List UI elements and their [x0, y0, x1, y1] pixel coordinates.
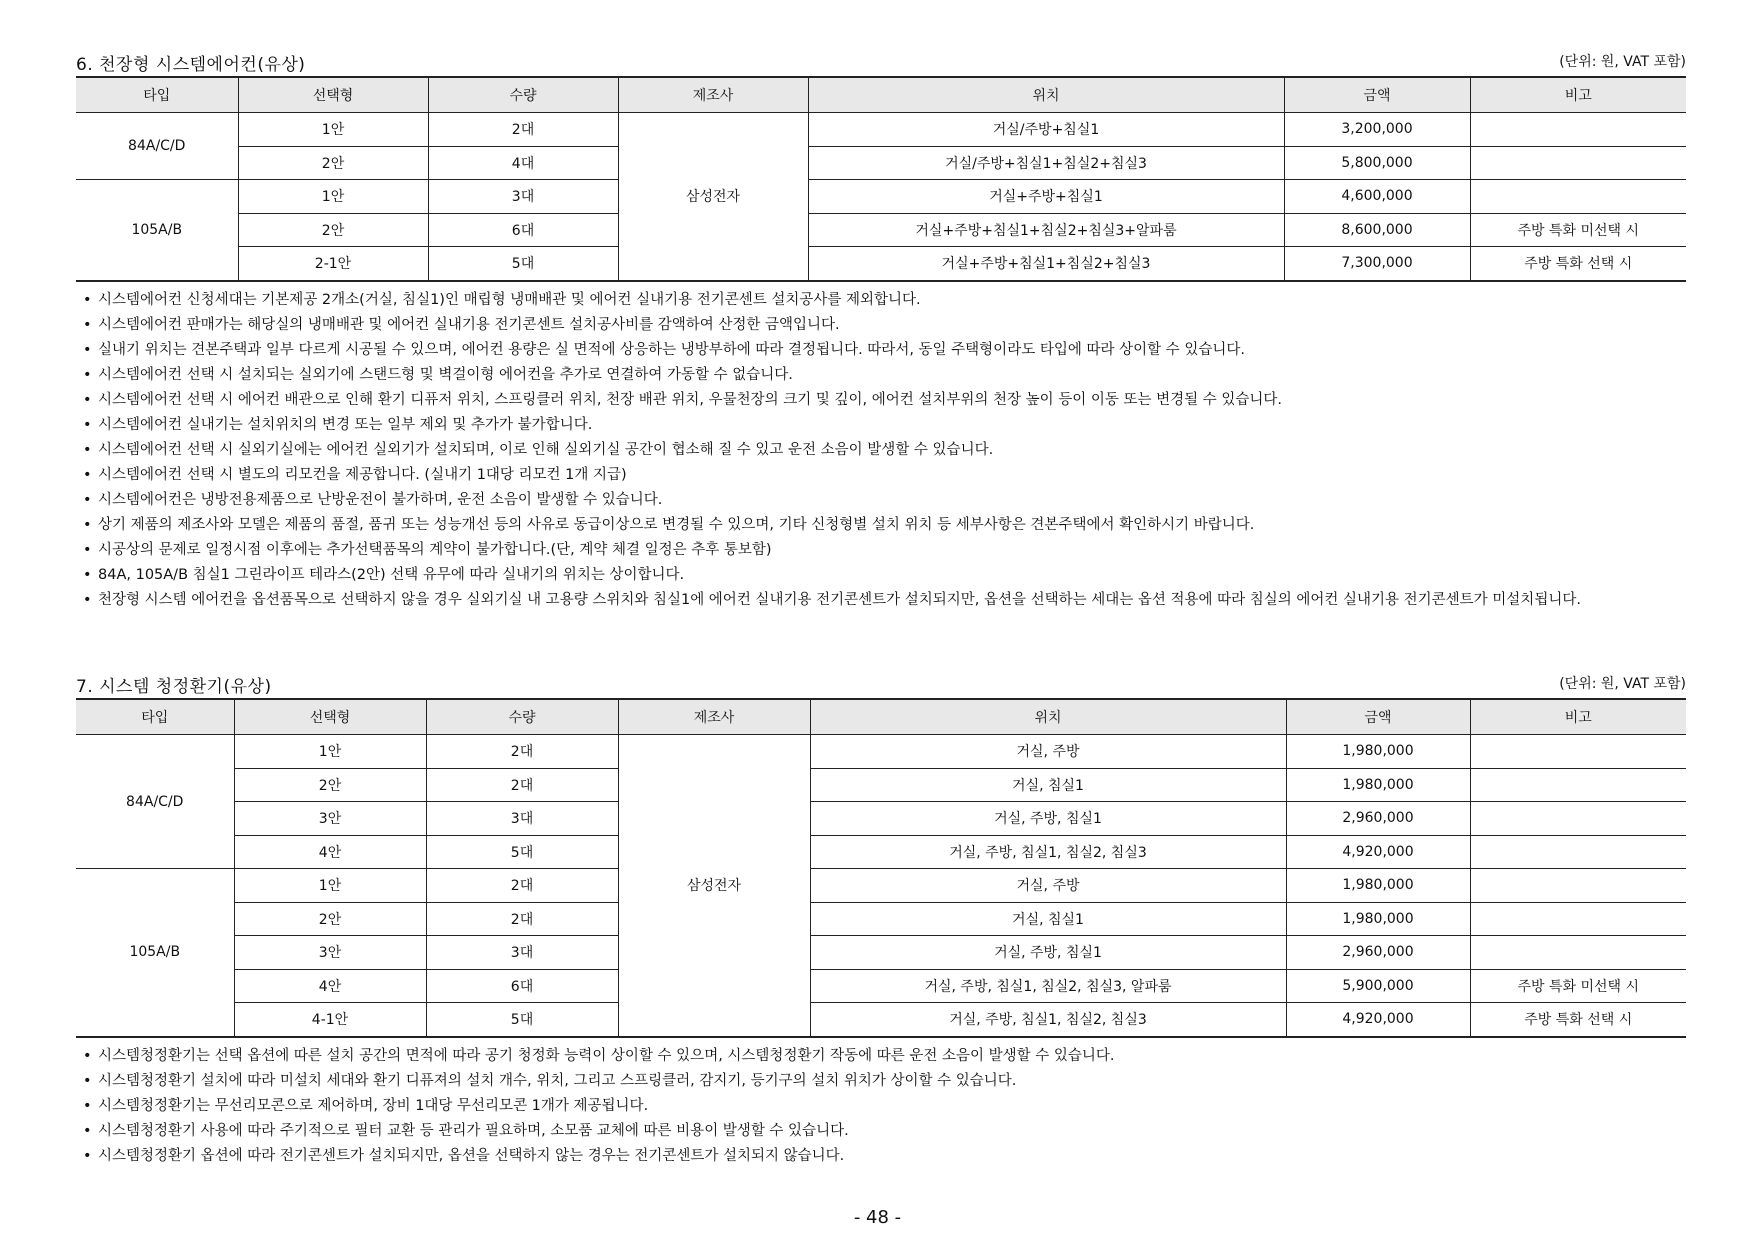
column-header: 타입 [76, 699, 234, 735]
column-header: 금액 [1286, 699, 1470, 735]
notes-list [76, 288, 1686, 613]
note-item: • 시스템에어컨 실내기는 설치위치의 변경 또는 일부 제외 및 추가가 불가합니다. [76, 413, 1686, 438]
notes-list [76, 1044, 1686, 1169]
location-cell: 거실+주방+침실1 [808, 180, 1284, 214]
note-item: • 시스템청정환기 설치에 따라 미설치 세대와 환기 디퓨져의 설치 개수, 위치, 그리고 스프링클러, 감지기, 등기구의 설치 위치가 상이할 수 있습니다. [76, 1069, 1686, 1094]
location-cell: 거실/주방+침실1 [808, 113, 1284, 147]
note-cell [1470, 768, 1686, 802]
quantity-cell: 6대 [426, 969, 618, 1003]
ventilation-table [76, 698, 1686, 1038]
option-cell: 1안 [234, 869, 426, 903]
location-cell: 거실, 주방 [810, 735, 1286, 769]
table-row [76, 802, 1686, 836]
option-cell: 4안 [234, 835, 426, 869]
location-cell: 거실+주방+침실1+침실2+침실3+알파룸 [808, 213, 1284, 247]
location-cell: 거실, 주방 [810, 869, 1286, 903]
table-row [76, 213, 1686, 247]
price-cell: 5,800,000 [1284, 146, 1470, 180]
option-cell: 4-1안 [234, 1003, 426, 1037]
quantity-cell: 4대 [428, 146, 618, 180]
note-item: • 시스템에어컨 선택 시 실외기실에는 에어컨 실외기가 설치되며, 이로 인해 실외기실 공간이 협소해 질 수 있고 운전 소음이 발생할 수 있습니다. [76, 438, 1686, 463]
price-cell: 4,920,000 [1286, 835, 1470, 869]
column-header: 제조사 [618, 699, 810, 735]
unit-label: (단위: 원, VAT 포함) [1559, 676, 1686, 692]
note-item: • 시스템에어컨 판매가는 해당실의 냉매배관 및 에어컨 실내기용 전기콘센트 설치공사비를 감액하여 산정한 금액입니다. [76, 313, 1686, 338]
price-cell: 2,960,000 [1286, 936, 1470, 970]
table-row [76, 902, 1686, 936]
note-cell [1470, 802, 1686, 836]
price-cell: 8,600,000 [1284, 213, 1470, 247]
price-cell: 1,980,000 [1286, 768, 1470, 802]
note-cell: 주방 특화 선택 시 [1470, 247, 1686, 281]
location-cell: 거실, 침실1 [810, 902, 1286, 936]
quantity-cell: 2대 [426, 869, 618, 903]
note-item: • 84A, 105A/B 침실1 그린라이프 테라스(2안) 선택 유무에 따라 실내기의 위치는 상이합니다. [76, 563, 1686, 588]
column-header: 비고 [1470, 699, 1686, 735]
column-header: 선택형 [238, 77, 428, 113]
table-row [76, 180, 1686, 214]
price-cell: 1,980,000 [1286, 735, 1470, 769]
section-header [76, 672, 1686, 698]
table-row [76, 869, 1686, 903]
quantity-cell: 5대 [428, 247, 618, 281]
note-cell [1470, 735, 1686, 769]
note-item: • 시스템청정환기는 선택 옵션에 따른 설치 공간의 면적에 따라 공기 청정화 능력이 상이할 수 있으며, 시스템청정환기 작동에 따른 운전 소음이 발생할 수 있습니다. [76, 1044, 1686, 1069]
option-cell: 2안 [234, 768, 426, 802]
note-cell [1470, 113, 1686, 147]
note-item: • 시스템에어컨 선택 시 에어컨 배관으로 인해 환기 디퓨저 위치, 스프링클러 위치, 천장 배관 위치, 우물천장의 크기 및 깊이, 에어컨 설치부위의 천장 높이 등이 이동 또는 변경될 수 있습니다. [76, 388, 1686, 413]
section-title: 6. 천장형 시스템에어컨(유상) [76, 55, 306, 75]
note-item: • 시스템에어컨은 냉방전용제품으로 난방운전이 불가하며, 운전 소음이 발생할 수 있습니다. [76, 488, 1686, 513]
aircon-table [76, 76, 1686, 282]
price-cell: 5,900,000 [1286, 969, 1470, 1003]
table-row [76, 768, 1686, 802]
location-cell: 거실+주방+침실1+침실2+침실3 [808, 247, 1284, 281]
note-item: • 시스템청정환기 사용에 따라 주기적으로 필터 교환 등 관리가 필요하며, 소모품 교체에 따른 비용이 발생할 수 있습니다. [76, 1119, 1686, 1144]
option-cell: 2안 [238, 146, 428, 180]
price-cell: 4,600,000 [1284, 180, 1470, 214]
quantity-cell: 3대 [426, 802, 618, 836]
quantity-cell: 2대 [426, 902, 618, 936]
column-header: 타입 [76, 77, 238, 113]
option-cell: 1안 [238, 113, 428, 147]
location-cell: 거실, 주방, 침실1, 침실2, 침실3 [810, 1003, 1286, 1037]
location-cell: 거실, 주방, 침실1 [810, 802, 1286, 836]
page-number: - 48 - [853, 1207, 902, 1228]
location-cell: 거실, 주방, 침실1, 침실2, 침실3, 알파룸 [810, 969, 1286, 1003]
note-cell [1470, 146, 1686, 180]
table-row [76, 113, 1686, 147]
price-cell: 4,920,000 [1286, 1003, 1470, 1037]
option-cell: 1안 [238, 180, 428, 214]
type-cell: 84A/C/D [76, 113, 238, 180]
column-header: 비고 [1470, 77, 1686, 113]
quantity-cell: 3대 [428, 180, 618, 214]
note-cell [1470, 180, 1686, 214]
section-ventilation [76, 672, 1686, 1169]
section-title: 7. 시스템 청정환기(유상) [76, 677, 272, 697]
option-cell: 1안 [234, 735, 426, 769]
quantity-cell: 2대 [428, 113, 618, 147]
note-item: • 상기 제품의 제조사와 모델은 제품의 품절, 품귀 또는 성능개선 등의 사유로 동급이상으로 변경될 수 있으며, 기타 신청형별 설치 위치 등 세부사항은 견본주택에서 확인하시기 바랍니다. [76, 513, 1686, 538]
location-cell: 거실, 주방, 침실1 [810, 936, 1286, 970]
table-row [76, 936, 1686, 970]
quantity-cell: 2대 [426, 735, 618, 769]
type-cell: 105A/B [76, 180, 238, 281]
option-cell: 2안 [238, 213, 428, 247]
option-cell: 4안 [234, 969, 426, 1003]
note-item: • 시스템청정환기는 무선리모콘으로 제어하며, 장비 1대당 무선리모콘 1개가 제공됩니다. [76, 1094, 1686, 1119]
note-cell: 주방 특화 선택 시 [1470, 1003, 1686, 1037]
note-item: • 시스템에어컨 선택 시 설치되는 실외기에 스탠드형 및 벽걸이형 에어컨을 추가로 연결하여 가동할 수 없습니다. [76, 363, 1686, 388]
note-cell [1470, 902, 1686, 936]
option-cell: 2-1안 [238, 247, 428, 281]
note-item: • 시스템에어컨 신청세대는 기본제공 2개소(거실, 침실1)인 매립형 냉매배관 및 에어컨 실내기용 전기콘센트 설치공사를 제외합니다. [76, 288, 1686, 313]
column-header: 금액 [1284, 77, 1470, 113]
manufacturer-cell: 삼성전자 [618, 735, 810, 1037]
price-cell: 3,200,000 [1284, 113, 1470, 147]
section-header [76, 50, 1686, 76]
table-row [76, 735, 1686, 769]
quantity-cell: 2대 [426, 768, 618, 802]
price-cell: 7,300,000 [1284, 247, 1470, 281]
type-cell: 105A/B [76, 869, 234, 1037]
quantity-cell: 5대 [426, 835, 618, 869]
column-header: 위치 [808, 77, 1284, 113]
quantity-cell: 3대 [426, 936, 618, 970]
column-header: 위치 [810, 699, 1286, 735]
option-cell: 3안 [234, 802, 426, 836]
column-header: 수량 [426, 699, 618, 735]
price-cell: 2,960,000 [1286, 802, 1470, 836]
quantity-cell: 5대 [426, 1003, 618, 1037]
section-system-aircon [76, 50, 1686, 613]
note-cell [1470, 869, 1686, 903]
option-cell: 3안 [234, 936, 426, 970]
table-row [76, 247, 1686, 281]
table-row [76, 835, 1686, 869]
column-header: 선택형 [234, 699, 426, 735]
note-cell: 주방 특화 미선택 시 [1470, 213, 1686, 247]
table-row [76, 146, 1686, 180]
column-header: 수량 [428, 77, 618, 113]
unit-label: (단위: 원, VAT 포함) [1559, 54, 1686, 70]
note-item: • 시스템청정환기 옵션에 따라 전기콘센트가 설치되지만, 옵션을 선택하지 않는 경우는 전기콘센트가 설치되지 않습니다. [76, 1144, 1686, 1169]
note-cell [1470, 936, 1686, 970]
price-cell: 1,980,000 [1286, 902, 1470, 936]
note-item: • 시공상의 문제로 일정시점 이후에는 추가선택품목의 계약이 불가합니다.(단, 계약 체결 일정은 추후 통보함) [76, 538, 1686, 563]
type-cell: 84A/C/D [76, 735, 234, 869]
option-cell: 2안 [234, 902, 426, 936]
column-header: 제조사 [618, 77, 808, 113]
table-row [76, 969, 1686, 1003]
note-cell: 주방 특화 미선택 시 [1470, 969, 1686, 1003]
note-item: • 천장형 시스템 에어컨을 옵션품목으로 선택하지 않을 경우 실외기실 내 고용량 스위치와 침실1에 에어컨 실내기용 전기콘센트가 설치되지만, 옵션을 선택하는 세대는 옵션 적용에 따라 침실의 에어컨 실내기용 전기콘센트가 미설치됩니다. [76, 588, 1686, 613]
note-cell [1470, 835, 1686, 869]
manufacturer-cell: 삼성전자 [618, 113, 808, 281]
price-cell: 1,980,000 [1286, 869, 1470, 903]
quantity-cell: 6대 [428, 213, 618, 247]
table-header-row [76, 77, 1686, 113]
location-cell: 거실, 침실1 [810, 768, 1286, 802]
table-row [76, 1003, 1686, 1037]
location-cell: 거실, 주방, 침실1, 침실2, 침실3 [810, 835, 1286, 869]
location-cell: 거실/주방+침실1+침실2+침실3 [808, 146, 1284, 180]
table-header-row [76, 699, 1686, 735]
note-item: • 시스템에어컨 선택 시 별도의 리모컨을 제공합니다. (실내기 1대당 리모컨 1개 지급) [76, 463, 1686, 488]
note-item: • 실내기 위치는 견본주택과 일부 다르게 시공될 수 있으며, 에어컨 용량은 실 면적에 상응하는 냉방부하에 따라 결정됩니다. 따라서, 동일 주택형이라도 타입에 따라 상이할 수 있습니다. [76, 338, 1686, 363]
